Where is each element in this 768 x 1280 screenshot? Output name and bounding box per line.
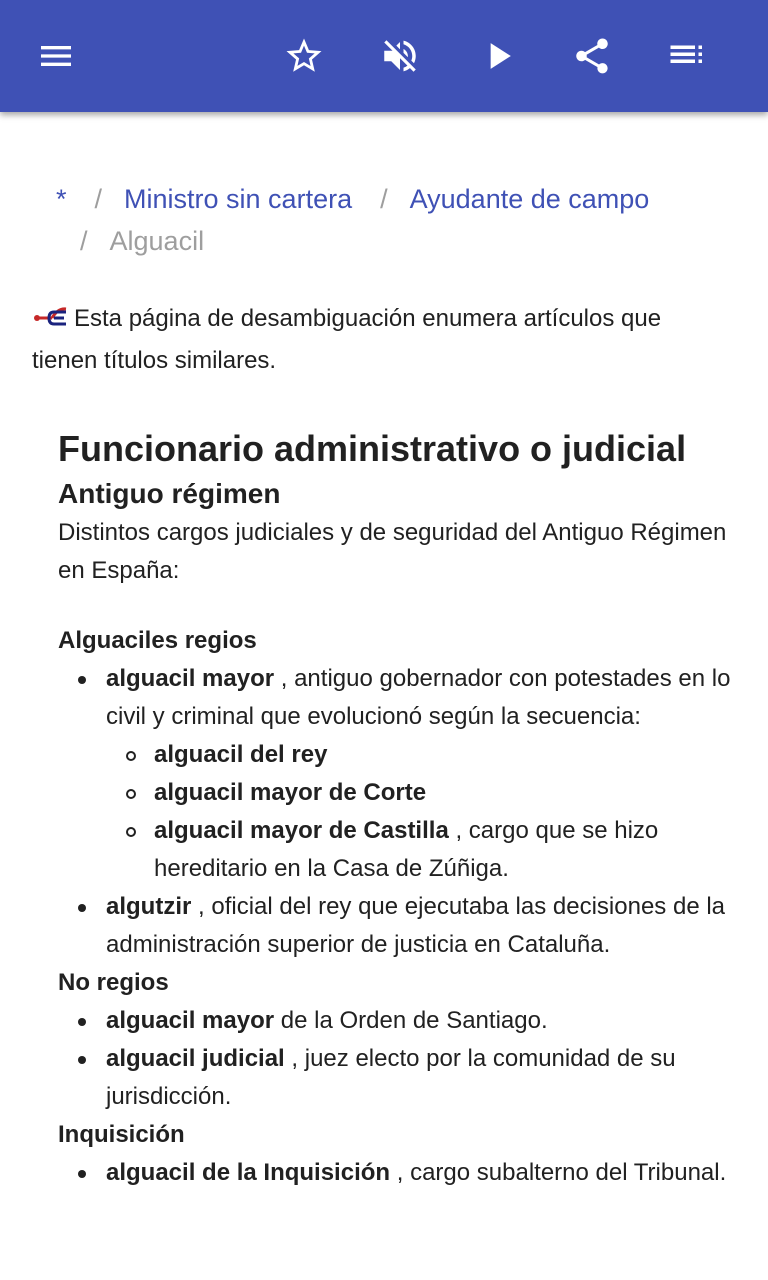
contents-button[interactable] (660, 28, 716, 84)
term-link[interactable]: alguacil mayor (106, 1007, 275, 1034)
app-toolbar (0, 0, 768, 112)
term-link[interactable]: alguacil mayor de Corte (154, 779, 427, 806)
disambiguation-notice (32, 300, 732, 380)
mute-button[interactable] (372, 28, 428, 84)
item-description: de la Orden de Santiago. (280, 1007, 548, 1034)
section-subtitle: Antiguo régimen (58, 478, 281, 509)
notice-text: Esta página de desambiguación enumera artículos que tienen títulos similares. (32, 305, 662, 374)
article-content (0, 112, 768, 1280)
list-item (106, 1002, 738, 1040)
term-link[interactable]: alguacil del rey (154, 741, 328, 768)
article-body (58, 426, 738, 1192)
bullet-list (58, 1002, 738, 1116)
sub-list-item (154, 736, 738, 774)
breadcrumb-current: Alguacil (109, 226, 205, 256)
intro-paragraph: Distintos cargos judiciales y de seguridad del Antiguo Régimen en España: (58, 519, 727, 584)
sub-list-item (154, 812, 738, 888)
term-link[interactable]: alguacil mayor (106, 665, 275, 692)
share-button[interactable] (564, 28, 620, 84)
list-item (106, 660, 738, 888)
sub-list (106, 736, 738, 888)
breadcrumb-item[interactable]: Ministro sin cartera (124, 184, 353, 214)
breadcrumb-separator: / (94, 184, 103, 214)
item-description: , cargo subalterno del Tribunal. (396, 1159, 727, 1186)
bullet-list (58, 1154, 738, 1192)
term-link[interactable]: alguacil judicial (106, 1045, 285, 1072)
list-item (106, 1040, 738, 1116)
section-heading: Alguaciles regios (58, 627, 257, 654)
star-icon (283, 35, 325, 77)
volume-off-icon (379, 35, 421, 77)
list-item (106, 1154, 738, 1192)
item-description: , oficial del rey que ejecutaba las decisiones de la administración superior de justicia en Cataluña. (106, 893, 726, 958)
breadcrumb-separator: / (80, 226, 88, 256)
item-description: , juez electo por la comunidad de su jurisdicción. (106, 1045, 676, 1110)
section-heading: No regios (58, 969, 169, 996)
list-item (106, 888, 738, 964)
menu-button[interactable] (28, 28, 84, 84)
section-heading: Inquisición (58, 1121, 185, 1148)
bullet-list (58, 660, 738, 964)
breadcrumb-item[interactable]: Ayudante de campo (409, 184, 650, 214)
favorite-button[interactable] (276, 28, 332, 84)
item-description: , antiguo gobernador con potestades en lo civil y criminal que evolucionó según la secuencia: (106, 665, 731, 730)
playlist-icon (667, 35, 709, 77)
breadcrumb (56, 178, 736, 262)
disambiguation-icon (32, 304, 68, 342)
article-title: Funcionario administrativo o judicial (58, 428, 687, 469)
play-icon (476, 34, 520, 78)
term-link[interactable]: alguacil de la Inquisición (106, 1159, 391, 1186)
term-link[interactable]: algutzir (106, 893, 192, 920)
term-link[interactable]: alguacil mayor de Castilla (154, 817, 449, 844)
sub-list-item (154, 774, 738, 812)
item-description: , cargo que se hizo hereditario en la Casa de Zúñiga. (154, 817, 659, 882)
breadcrumb-home[interactable]: * (56, 184, 67, 214)
share-icon (571, 35, 613, 77)
breadcrumb-separator: / (380, 184, 388, 214)
play-button[interactable] (470, 28, 526, 84)
menu-icon (36, 36, 76, 76)
